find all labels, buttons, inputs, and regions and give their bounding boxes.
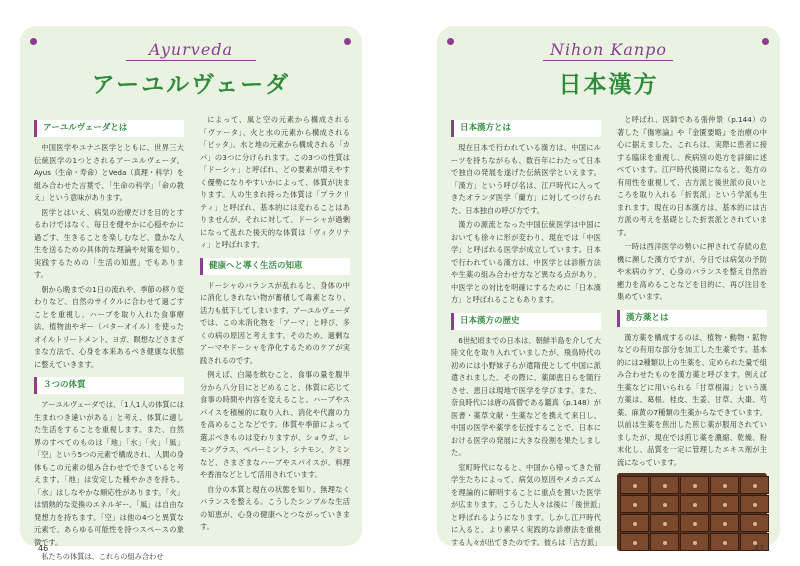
drawer [650, 495, 679, 513]
section-heading: アーユルヴェーダとは [34, 120, 184, 137]
drawer-knob [693, 484, 697, 488]
paragraph: によって、風と空の元素から構成される「ヴァータ」、火と水の元素から構成される「ピッタ」、水と地の元素から構成される「カパ」の3つに分けられます。この3つの性質は「ドーシャ」と呼ばれ、どの要素が増えやすく優勢になりやすいかによって、体質が決まります。人の生まれ持った体質は「プラクリティ」と呼ばれ、基本的には変わることはありませんが、それに対して、ドーシャが過剰になって乱れた後天的な体質は「ヴィクリティ」と呼ばれます。 [200, 115, 350, 249]
script-title: Ayurveda [148, 40, 234, 59]
drawer-knob [723, 541, 727, 545]
drawer-knob [723, 484, 727, 488]
right-column-1 [451, 114, 601, 551]
drawer-knob [753, 484, 757, 488]
drawer [620, 476, 649, 494]
drawer [740, 514, 769, 532]
drawer [650, 476, 679, 494]
drawer-knob [663, 484, 667, 488]
drawer-knob [693, 522, 697, 526]
drawer-knob [633, 484, 637, 488]
right-page [437, 26, 780, 546]
drawer-knob [663, 541, 667, 545]
drawer-knob [753, 522, 757, 526]
paragraph: アーユルヴェーダでは、「1人1人の体質には生まれつき違いがある」と考え、体質に適した生活をすることを重視します。また、自然界のすべてのものは「地」「水」「火」「風」「空」という5つの元素で構成され、人間の身体もこの元素の組み合わせでできていると考えます。「地」は安定した種やかさを持ち、「水」はしなやかな順応性があります。「火」は情熱的な変換のエネルギー、「風」は自由な発想力を持ちます。「空」は他の4つと異質な元素で、あらゆる可能性を持つスペースの象徴です。 [34, 400, 184, 547]
script-title: Nihon Kanpo [549, 40, 668, 59]
drawer [710, 514, 739, 532]
paragraph: ドーシャのバランスが乱れると、身体の中に消化しきれない物が蓄積して毒素となり、活力も低下してしまいます。アーユルヴェーダでは、この未消化物を「アーマ」と呼び、多くの病の原因と考えます。そのため、過剰なアーマやドーシャを浄化するためのケアが実践されるのです。 [200, 280, 350, 365]
drawer-knob [693, 503, 697, 507]
medicine-cabinet-photo [617, 473, 767, 551]
section-heading: ３つの体質 [34, 377, 184, 394]
paragraph: 医学とはいえ、病気の治療だけを目的とするわけではなく、毎日を健やかに心穏やかに過ごす、生きることを楽しむなど、豊かな人生を送るための具体的な理論や対策を知り、実践するための「生活の知恵」でもあります。 [34, 207, 184, 279]
paragraph: 漢方薬を構成するのは、植物・動物・鉱物などの有用な部分を加工した生薬です。基本的には2種類以上の生薬を、定められた量で組み合わせたものを漢方薬と呼びます。例えば生薬などに用いられる「甘草根湯」という漢方薬は、葛根、桂皮、生姜、甘草、大棗、芍薬、麻黄の7種類の生薬からなできています。以前は生薬を煎出した煎じ薬が服用されていましたが、現在では煎じ薬を濃縮、乾燥、粉末化し、品質を一定に管理したエキス剤が主流になっています。 [617, 332, 767, 467]
drawer [740, 476, 769, 494]
paragraph: 自分の本質と現在の状態を知り、無理なくバランスを整える。こうしたシンプルな生活の知恵が、心身の健康へとつながっていきます。 [200, 484, 350, 531]
drawer [650, 533, 679, 551]
drawer-knob [753, 503, 757, 507]
title-rule [543, 60, 673, 61]
paragraph: と呼ばれ、医師である張仲景（p.144）の著した『傷寒論』や『金匱要略』を治療の中心に据えました。これらは、実際に患者に接する臨床を重視し、疾病別の処方を詳細に述べています。江戸時代後期になると、処方の有用性を重視して、古方派と後世派の良いところを取り入れる「折衷派」という学派も生まれます。現在の日本漢方は、基本的には古方派の考えを基礎とした折衷派とされています。 [617, 115, 767, 237]
drawer-knob [663, 522, 667, 526]
paragraph: 私たちの体質は、これらの組み合わせ [41, 552, 164, 561]
left-column-1 [34, 114, 184, 566]
drawer-knob [633, 522, 637, 526]
drawer-knob [723, 503, 727, 507]
page-title: アーユルヴェーダ [91, 72, 291, 98]
section-heading: 日本漢方とは [451, 120, 601, 137]
paragraph: 例えば、白湯を飲むこと、食事の量を腹半分から八分目にとどめること、体質に応じて食事の時間や内容を変えること、ハーブやスパイスを積極的に取り入れ、消化や代謝の力を高めることなどです。体質や季節によって選ぶべきものは変わりますが、ショウガ、レモングラス、ペパーミント、シナモン、クミンなど、さまざまなハーブやスパイスが、料理や香油などとして活用されています。 [200, 370, 350, 479]
drawer [620, 514, 649, 532]
title-rule [126, 60, 256, 61]
drawer-knob [723, 522, 727, 526]
drawer [650, 514, 679, 532]
drawer-knob [633, 541, 637, 545]
drawer [710, 495, 739, 513]
drawer [710, 476, 739, 494]
drawer-knob [693, 541, 697, 545]
drawer [620, 495, 649, 513]
paragraph: 現在日本で行われている漢方は、中国にルーツを持ちながらも、数百年にわたって日本で独自の発展を遂げた伝統医学といえます。「漢方」という呼び名は、江戸時代に入ってきたオランダ医学「蘭方」に対してつけられた、日本独自の呼び方です。 [451, 143, 601, 215]
drawer [680, 514, 709, 532]
left-column-2 [200, 114, 350, 536]
drawer-knob [633, 503, 637, 507]
drawer-knob [663, 503, 667, 507]
right-column-2 [617, 114, 767, 551]
page-number-left: 46 [38, 544, 49, 553]
paragraph: 一時は西洋医学の勢いに押されて存続の危機に瀕した漢方ですが、今日では病気の予防や未病のケア、心身のバランスを整え自然治癒力を高めることなどを目的に、再び注目を集めています。 [617, 242, 767, 301]
section-heading: 漢方薬とは [617, 310, 767, 327]
page-title: 日本漢方 [558, 72, 659, 98]
drawer [710, 533, 739, 551]
paragraph: 朝から晩までの1日の流れや、季節の移り変わりなど、自然のサイクルに合わせて過ごすことを重視し、ハーブを取り入れた食事療法、植物油やギー（バターオイル）を使ったオイルトリートメント、ヨガ、瞑想などさまざまな方法で、心身を本来あるべき健康な状態に整えていきます。 [34, 284, 184, 369]
section-heading: 日本漢方の歴史 [451, 313, 601, 330]
paragraph: 漢方の源流となった中国伝統医学は中国においても徐々に形が変わり、現在では「中医学」と呼ばれる医学が成立しています。日本で行われている漢方は、中医学とは診断方法や生薬の組み合わせ方など異なる点があり、中医学との対比を明確にするために「日本漢方」と呼ばれることもあります。 [451, 220, 601, 304]
paragraph: 6世紀頃までの日本は、朝鮮半島を介して大陸文化を取り入れていましたが、飛鳥時代の初めには小野妹子らが遣隋使として中国に派遣されました。その際に、薬師恵日らを随行させ、恵日は現地で医学を学びます。また、奈良時代には唐の高僧である鑑真（p.148）が医書・薬草文献・生薬などを携えて来日し、中国の医学や薬学を伝授することで、日本における医学の発展に大きな役割を果たしました。 [451, 335, 601, 457]
drawer [620, 533, 649, 551]
paragraph: 室町時代になると、中国から帰ってきた留学生たちによって、病気の原因やメカニズムを理論的に解明することに重点を置いた医学が広まります。こうした人々は後に「後世派」と呼ばれるようになります。しかし江戸時代に入ると、より素早く実践的な診療法を重視する人々が出てきたのです。彼らは「古方派」 [451, 462, 602, 547]
page-number-right: 47 [754, 544, 765, 553]
paragraph: 中国医学やユナニ医学とともに、世界三大伝統医学の1つとされるアーユルヴェーダ。Ayus（生命・寿命）とVeda（真理・科学）を組み合わせた言葉で、「生命の科学」「命の教え」という意味があります。 [34, 143, 184, 202]
drawer [680, 476, 709, 494]
drawer [680, 533, 709, 551]
section-heading: 健康へと導く生活の知恵 [200, 258, 350, 275]
drawer [680, 495, 709, 513]
drawer [740, 495, 769, 513]
